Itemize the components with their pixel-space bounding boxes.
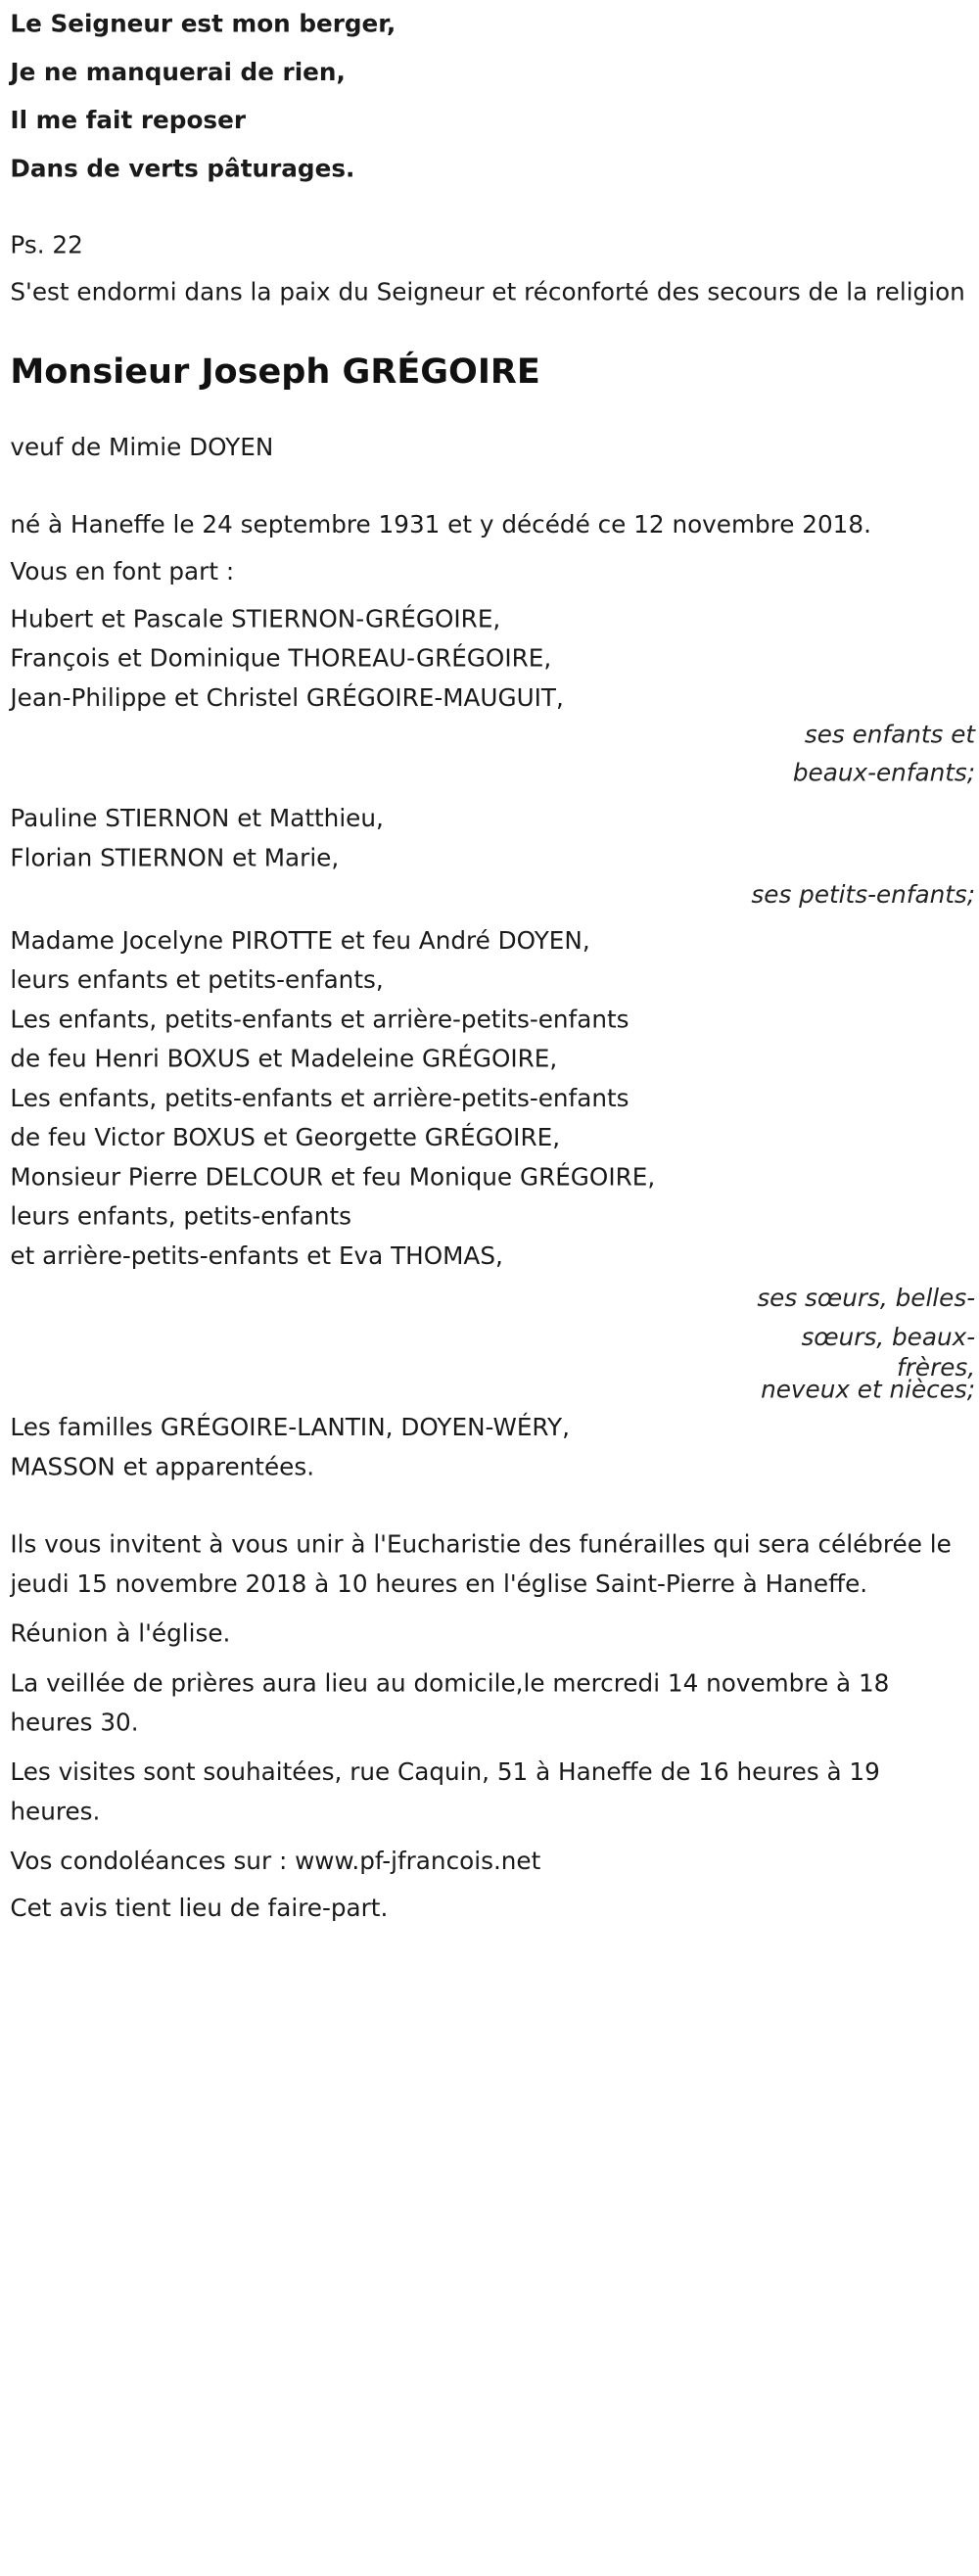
- grandchildren-names: [10, 800, 976, 879]
- notice-text: Cet avis tient lieu de faire-part.: [10, 1895, 389, 1923]
- family-line: François et Dominique THOREAU-GRÉGOIRE,: [10, 644, 552, 674]
- role-line: ses sœurs, belles-: [757, 1284, 976, 1313]
- family-line: leurs enfants et petits-enfants,: [10, 966, 384, 995]
- family-line: Les enfants, petits-enfants et arrière-petits-enfants: [10, 1006, 629, 1034]
- psalm-reference: Ps. 22: [10, 231, 83, 259]
- verse-line: Je ne manquerai de rien,: [10, 58, 346, 87]
- grandchildren-group: [10, 800, 976, 914]
- verse-line: Il me fait reposer: [10, 107, 247, 135]
- visits-text: Les visites sont souhaitées, rue Caquin, 51 à Haneffe de 16 heures à 19 heures.: [10, 1758, 880, 1826]
- role-siblings: [10, 1279, 976, 1404]
- deceased-name: Monsieur Joseph GRÉGOIRE: [10, 351, 540, 392]
- role-line: neveux et nièces;: [761, 1376, 976, 1404]
- family-line: Madame Jocelyne PIROTTE et feu André DOYEN,: [10, 926, 590, 956]
- role-line: beaux-enfants;: [792, 759, 976, 787]
- funeral-invitation: Ils vous invitent à vous unir à l'Eucharistie des funérailles qui sera célébrée le jeudi 15 novembre 2018 à 10 heures en l'église Saint-Pierre à Haneffe.: [10, 1530, 952, 1599]
- role-line: ses enfants et: [804, 721, 976, 749]
- siblings-group: [10, 922, 976, 1402]
- reunion-text: Réunion à l'église.: [10, 1619, 231, 1649]
- family-line: de feu Victor BOXUS et Georgette GRÉGOIRE,: [10, 1124, 561, 1152]
- role-line: frères,: [897, 1354, 976, 1382]
- family-line: Florian STIERNON et Marie,: [10, 844, 340, 872]
- obituary-content: [10, 0, 976, 1929]
- widow-of: veuf de Mimie DOYEN: [10, 433, 274, 462]
- family-line: leurs enfants, petits-enfants: [10, 1202, 352, 1232]
- family-line: Monsieur Pierre DELCOUR et feu Monique GRÉGOIRE,: [10, 1163, 656, 1192]
- family-line: de feu Henri BOXUS et Madeleine GRÉGOIRE,: [10, 1045, 558, 1074]
- role-line: sœurs, beaux-: [801, 1323, 976, 1352]
- family-line: Hubert et Pascale STIERNON-GRÉGOIRE,: [10, 605, 501, 633]
- family-line: MASSON et apparentées.: [10, 1453, 315, 1481]
- family-line: Les familles GRÉGOIRE-LANTIN, DOYEN-WÉRY,: [10, 1414, 570, 1442]
- siblings-names: [10, 922, 976, 1277]
- role-children: [10, 716, 975, 792]
- condolences-text: Vos condoléances sur : www.pf-jfrancois.net: [10, 1848, 541, 1876]
- intro-text: S'est endormi dans la paix du Seigneur et réconforté des secours de la religion: [10, 278, 965, 306]
- children-names: [10, 600, 976, 719]
- family-line: Pauline STIERNON et Matthieu,: [10, 805, 384, 833]
- children-group: [10, 600, 976, 792]
- vigil-text: La veillée de prières aura lieu au domicile,le mercredi 14 novembre à 18 heures 30.: [10, 1669, 890, 1738]
- psalm-verse: [10, 0, 976, 193]
- family-line: Jean-Philippe et Christel GRÉGOIRE-MAUGUIT,: [10, 683, 564, 713]
- role-grandchildren: ses petits-enfants;: [751, 880, 976, 910]
- verse-line: Dans de verts pâturages.: [10, 155, 355, 184]
- verse-line: Le Seigneur est mon berger,: [10, 10, 396, 38]
- families-block: [10, 1409, 976, 1488]
- family-line: et arrière-petits-enfants et Eva THOMAS,: [10, 1241, 503, 1271]
- birth-death: né à Haneffe le 24 septembre 1931 et y décédé ce 12 novembre 2018.: [10, 511, 871, 539]
- announce-text: Vous en font part :: [10, 558, 235, 586]
- family-line: Les enfants, petits-enfants et arrière-petits-enfants: [10, 1084, 629, 1113]
